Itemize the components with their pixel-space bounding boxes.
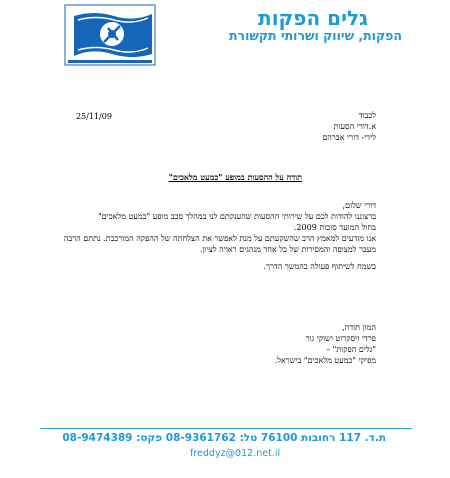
body-line: בחול המועד סוכות 2009. bbox=[293, 223, 376, 232]
signature-line: "גלים הפקות" – bbox=[326, 345, 376, 354]
signature-line: המון תודה, bbox=[342, 323, 376, 332]
body-line: אנו מודעים למאמץ הרב שהשקעתם על מנת לאפשר את הצלחתה של ההפקה המורכבת. נתתם הרבה bbox=[63, 234, 376, 243]
footer-divider bbox=[40, 428, 412, 429]
letter-subject: תודה על ההסעות במופע "כמעט מלאכים" bbox=[168, 172, 302, 182]
recipient-block bbox=[322, 110, 376, 143]
body-line: מעבר למצופה והמסירות של כל אחד מנהגים ראויה לציון. bbox=[199, 245, 376, 254]
closing: בשמח לשיתוף פעולה בהמשך הדרך. bbox=[263, 262, 376, 271]
recipient-line: לכבוד bbox=[358, 111, 376, 120]
footer-address: ת.ד. 117 רחובות 76100 טל: 08-9361762 פקס: 08-9474389 bbox=[62, 432, 386, 444]
recipient-line: לידי- דורי אברהם bbox=[322, 133, 376, 142]
company-tagline: הפקות, שיווק ושרותי תקשורת bbox=[229, 28, 402, 43]
letter-date: 25/11/09 bbox=[76, 112, 112, 121]
signature-line: פרדי זיסקרוט ושוקי גור bbox=[305, 334, 376, 343]
company-logo-icon bbox=[64, 4, 156, 66]
letter-body bbox=[64, 200, 376, 272]
recipient-line: א.דורי הסעות bbox=[333, 122, 376, 131]
greeting: דורי שלום, bbox=[342, 201, 376, 210]
footer-email: freddyz@012.net.il bbox=[190, 448, 281, 459]
signature-block bbox=[275, 322, 376, 366]
signature-line: מפיקי "כמעט מלאכים" בישראל. bbox=[274, 356, 376, 365]
company-name: גלים הפקות bbox=[258, 6, 368, 30]
body-line: ברצוננו להודות לכם על שירותי ההסעות שהענקתם לנו במהלך סבב מופע "כמעט מלאכים" bbox=[97, 212, 376, 221]
